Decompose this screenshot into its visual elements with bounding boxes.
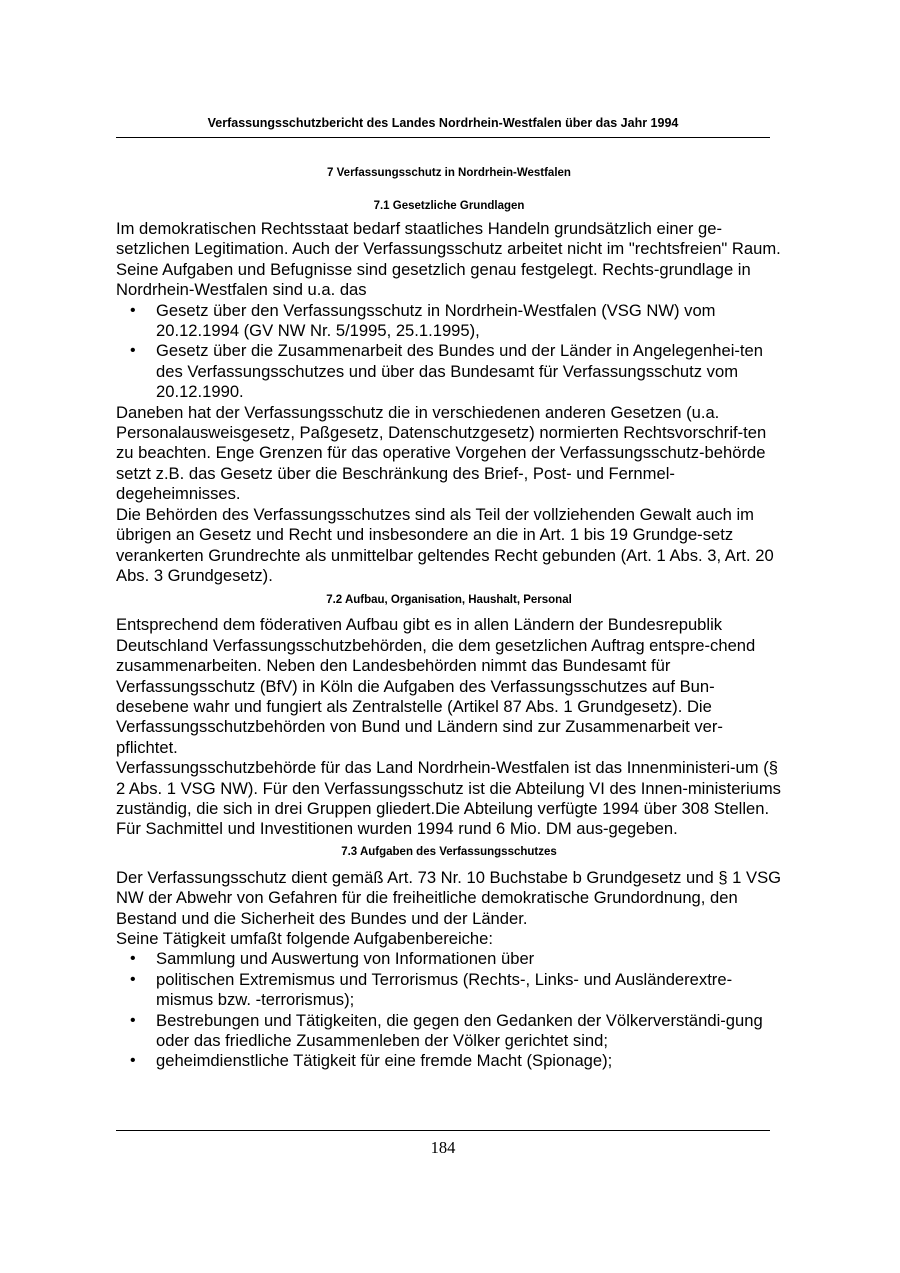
paragraph: Der Verfassungsschutz dient gemäß Art. 73 Nr. 10 Buchstabe b Grundgesetz und § 1 VSG NW der Abwehr von Gefahren für die freiheitliche demokratische Grundordnung, den Bestand und die Sicherheit des Bundes und der Länder.	[116, 867, 782, 928]
list-item-text: Sammlung und Auswertung von Informationen über	[156, 949, 535, 969]
list-item	[116, 1011, 782, 1052]
list-item-text: politischen Extremismus und Terrorismus (Rechts-, Links- und Ausländerextre-mismus bzw. -terrorismus);	[156, 969, 733, 1010]
chapter-heading: 7 Verfassungsschutz in Nordrhein-Westfalen	[327, 167, 571, 179]
footer-rule	[116, 1130, 770, 1131]
paragraph: Im demokratischen Rechtsstaat bedarf staatliches Handeln grundsätzlich einer ge-setzlichen Legitimation. Auch der Verfassungsschutz arbeitet nicht im "rechtsfreien" Raum. Seine Aufgaben und Befugnisse sind gesetzlich genau festgelegt. Rechts-grundlage in Nordrhein-Westfalen sind u.a. das	[116, 219, 781, 300]
paragraph: Daneben hat der Verfassungsschutz die in verschiedenen anderen Gesetzen (u.a. Personalausweisgesetz, Paßgesetz, Datenschutzgesetz) normierten Rechtsvorschrif-ten zu beachten. Enge Grenzen für das operative Vorgehen der Verfassungsschutz-behörde setzt z.B. das Gesetz über die Beschränkung des Brief-, Post- und Fernmel-degeheimnisses.	[116, 402, 767, 504]
bullet-icon: •	[130, 950, 136, 968]
list-item-text: Gesetz über die Zusammenarbeit des Bundes und der Länder in Angelegenhei-ten des Verfassungsschutzes und über das Bundesamt für Verfassungsschutz vom 20.12.1990.	[156, 341, 763, 402]
list-item	[116, 301, 782, 342]
bullet-icon: •	[130, 342, 136, 360]
list-item	[116, 341, 782, 402]
bullet-icon: •	[130, 970, 136, 988]
list-item-text: Gesetz über den Verfassungsschutz in Nordrhein-Westfalen (VSG NW) vom 20.12.1994 (GV NW Nr. 5/1995, 25.1.1995),	[156, 300, 716, 341]
list-item-text: geheimdienstliche Tätigkeit für eine fremde Macht (Spionage);	[156, 1051, 613, 1071]
header-rule	[116, 137, 770, 138]
paragraph: Die Behörden des Verfassungsschutzes sind als Teil der vollziehenden Gewalt auch im übrigen an Gesetz und Recht und insbesondere an die in Art. 1 bis 19 Grundge-setz verankerten Grundrechte als unmittelbar geltendes Recht gebunden (Art. 1 Abs. 3, Art. 20 Abs. 3 Grundgesetz).	[116, 504, 774, 585]
list-item-text: Bestrebungen und Tätigkeiten, die gegen den Gedanken der Völkerverständi-gung oder das friedliche Zusammenleben der Völker gerichtet sind;	[156, 1010, 763, 1051]
section-heading-7-3: 7.3 Aufgaben des Verfassungsschutzes	[341, 845, 557, 858]
bullet-list	[116, 301, 782, 403]
page-number: 184	[430, 1138, 456, 1157]
bullet-icon: •	[130, 1052, 136, 1070]
bullet-list	[116, 949, 782, 1071]
running-header: Verfassungsschutzbericht des Landes Nordrhein-Westfalen über das Jahr 1994	[207, 116, 679, 130]
section-heading-7-2: 7.2 Aufbau, Organisation, Haushalt, Personal	[326, 594, 572, 607]
paragraph: Entsprechend dem föderativen Aufbau gibt es in allen Ländern der Bundesrepublik Deutschland Verfassungsschutzbehörden, die dem gesetzlichen Auftrag entspre-chend zusammenarbeiten. Neben den Landesbehörden nimmt das Bundesamt für Verfassungsschutz (BfV) in Köln die Aufgaben des Verfassungsschutzes auf Bun-desebene wahr und fungiert als Zentralstelle (Artikel 87 Abs. 1 Grundgesetz). Die Verfassungsschutzbehörden von Bund und Ländern sind zur Zusammenarbeit ver-pflichtet.	[116, 615, 756, 757]
paragraph: Verfassungsschutzbehörde für das Land Nordrhein-Westfalen ist das Innenministeri-um (§ 2 Abs. 1 VSG NW). Für den Verfassungsschutz ist die Abteilung VI des Innen-ministeriums zuständig, die sich in drei Gruppen gliedert.Die Abteilung verfügte 1994 über 308 Stellen. Für Sachmittel und Investitionen wurden 1994 rund 6 Mio. DM aus-gegeben.	[116, 758, 781, 839]
bullet-icon: •	[130, 1011, 136, 1029]
bullet-icon: •	[130, 301, 136, 319]
list-item	[116, 1051, 782, 1071]
paragraph: Seine Tätigkeit umfaßt folgende Aufgabenbereiche:	[116, 929, 493, 948]
list-item	[116, 970, 782, 1011]
list-item	[116, 949, 782, 969]
page-content	[116, 163, 782, 1072]
section-heading-7-1: 7.1 Gesetzliche Grundlagen	[373, 200, 525, 212]
